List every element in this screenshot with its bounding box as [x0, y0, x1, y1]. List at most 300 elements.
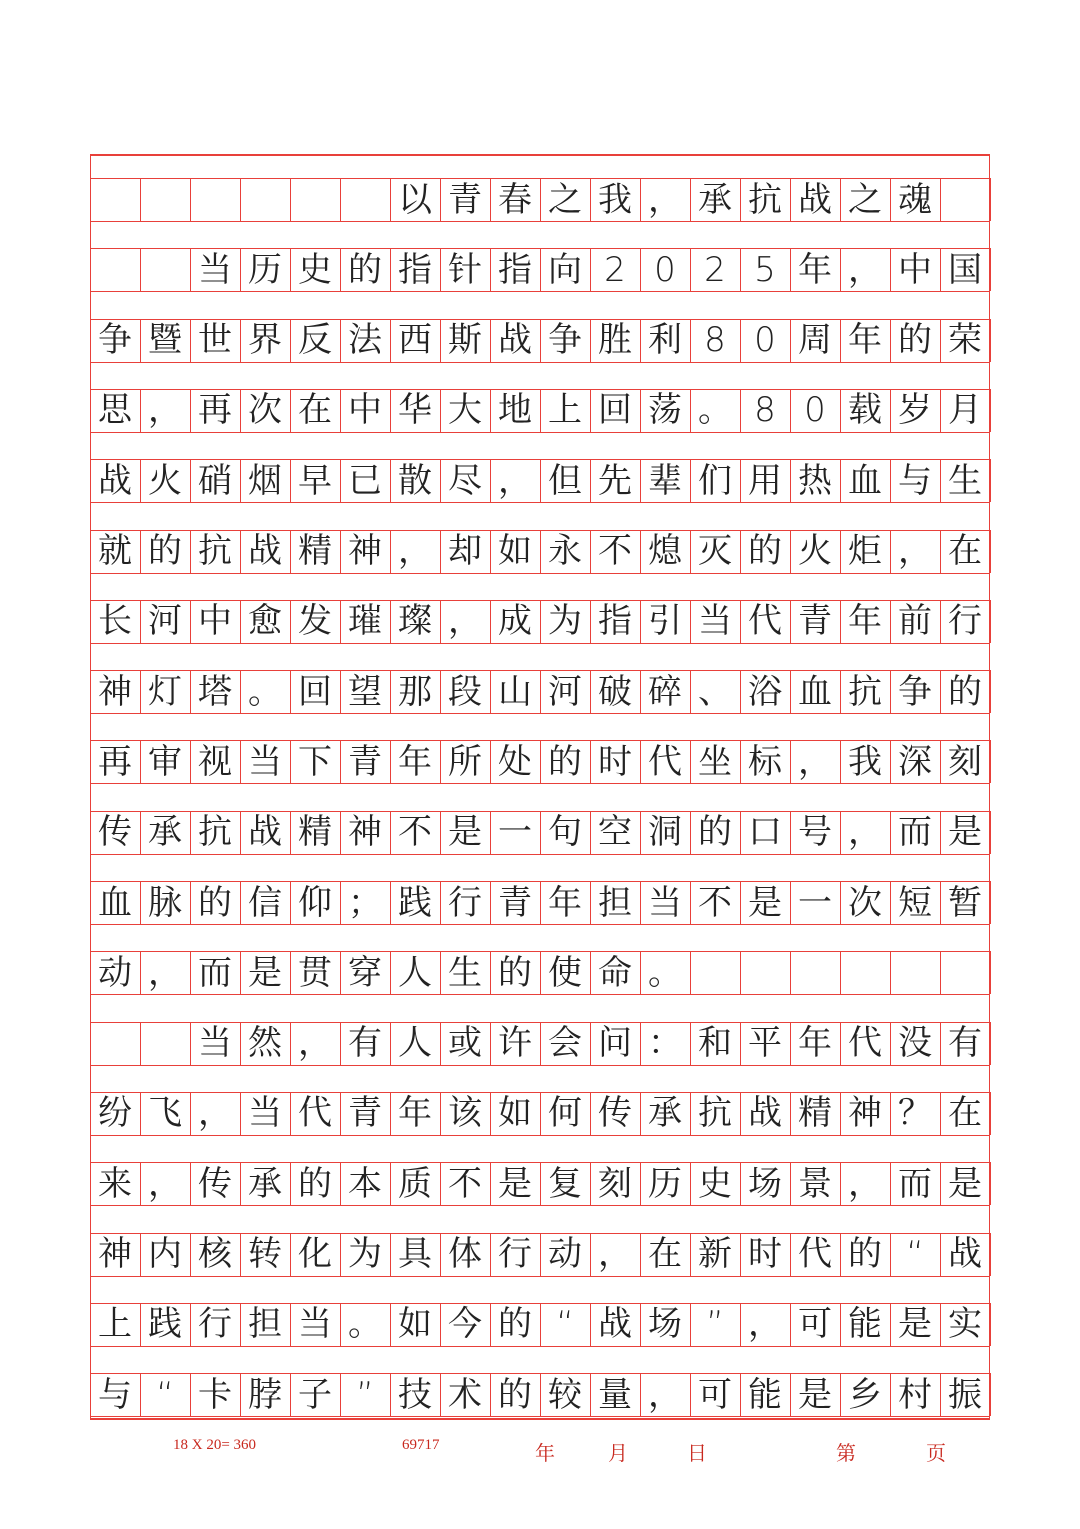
handwritten-char: 再 — [98, 741, 132, 782]
handwritten-char: 史 — [698, 1163, 732, 1204]
handwritten-char: 能 — [848, 1304, 882, 1345]
handwritten-char: 具 — [398, 1234, 432, 1274]
handwritten-char: 0 — [654, 249, 676, 290]
handwritten-char: 来 — [98, 1163, 132, 1204]
handwritten-char: 熄 — [648, 531, 682, 571]
handwritten-char: 如 — [398, 1304, 432, 1345]
handwritten-char: 较 — [548, 1374, 582, 1415]
handwritten-char: 神 — [348, 812, 382, 853]
handwritten-char: 火 — [798, 531, 832, 571]
handwritten-char: “ — [556, 1304, 574, 1345]
handwritten-char: 传 — [198, 1163, 232, 1204]
grid-vline — [340, 178, 341, 221]
handwritten-char: 暂 — [948, 882, 982, 923]
handwritten-char: 反 — [298, 320, 332, 361]
handwritten-char: 复 — [548, 1163, 582, 1204]
handwritten-char: 是 — [448, 812, 482, 853]
handwritten-char: 在 — [298, 390, 332, 431]
handwritten-char: 审 — [148, 741, 182, 782]
handwritten-char: 尽 — [448, 460, 482, 501]
handwritten-char: 的 — [348, 249, 382, 290]
handwritten-char: 周 — [798, 320, 832, 361]
handwritten-char: 如 — [498, 1093, 532, 1134]
handwritten-char: 8 — [754, 390, 776, 431]
handwritten-char: 荣 — [948, 320, 982, 361]
handwritten-char: 生 — [448, 952, 482, 993]
handwritten-char: 视 — [198, 741, 232, 782]
handwritten-char: 指 — [398, 249, 432, 290]
handwritten-char: ， — [448, 601, 482, 642]
handwritten-char: ” — [706, 1304, 724, 1345]
handwritten-char: 代 — [648, 741, 682, 782]
handwritten-char: 8 — [704, 320, 726, 361]
handwritten-char: 代 — [748, 601, 782, 642]
handwritten-char: 西 — [398, 320, 432, 361]
handwritten-char: 当 — [298, 1304, 332, 1345]
handwritten-char: 是 — [948, 812, 982, 853]
page-suffix-label: 页 — [926, 1443, 946, 1465]
handwritten-char: 人 — [398, 1023, 432, 1064]
handwritten-char: 璀 — [348, 601, 382, 642]
handwritten-char: 当 — [198, 1023, 232, 1064]
handwritten-char: ？ — [898, 1093, 932, 1134]
handwritten-char: 有 — [348, 1023, 382, 1064]
sheet-footer — [0, 1437, 1080, 1467]
handwritten-char: 战 — [248, 531, 282, 571]
handwritten-char: 内 — [148, 1234, 182, 1274]
handwritten-char: 但 — [548, 460, 582, 501]
grid-vline — [990, 951, 991, 994]
handwritten-char: 次 — [848, 882, 882, 923]
handwritten-char: 化 — [298, 1234, 332, 1274]
handwritten-char: 刻 — [598, 1163, 632, 1204]
handwritten-char: 代 — [848, 1023, 882, 1064]
handwritten-char: 当 — [198, 249, 232, 290]
grid-vline — [940, 178, 941, 221]
handwritten-char: 新 — [698, 1234, 732, 1274]
handwritten-char: ， — [648, 1374, 682, 1415]
handwritten-char: 、 — [698, 671, 732, 712]
handwritten-char: 河 — [148, 601, 182, 642]
handwritten-char: 命 — [598, 952, 632, 993]
handwritten-char: 仰 — [298, 882, 332, 923]
handwritten-char: 我 — [598, 179, 632, 220]
grid-vline — [990, 1373, 991, 1416]
handwritten-char: 年 — [848, 601, 882, 642]
handwritten-char: ， — [498, 460, 532, 501]
handwritten-char: 0 — [804, 390, 826, 431]
handwritten-char: 处 — [498, 741, 532, 782]
manuscript-grid — [90, 154, 990, 1420]
handwritten-char: 当 — [698, 601, 732, 642]
handwritten-char: 所 — [448, 741, 482, 782]
handwritten-char: 信 — [248, 882, 282, 923]
handwritten-char: 没 — [898, 1023, 932, 1064]
handwritten-char: 望 — [348, 671, 382, 712]
grid-vline — [990, 1162, 991, 1205]
handwritten-char: 胜 — [598, 320, 632, 361]
handwritten-char: 不 — [398, 812, 432, 853]
handwritten-char: 与 — [898, 460, 932, 501]
handwritten-char: ， — [398, 531, 432, 571]
handwritten-char: ， — [198, 1093, 232, 1134]
handwritten-char: 不 — [448, 1163, 482, 1204]
handwritten-char: 战 — [598, 1304, 632, 1345]
handwritten-char: 传 — [598, 1093, 632, 1134]
handwritten-char: 热 — [798, 460, 832, 501]
handwritten-char: ， — [148, 952, 182, 993]
handwritten-char: ， — [148, 1163, 182, 1204]
handwritten-char: 长 — [98, 601, 132, 642]
handwritten-char: 回 — [598, 390, 632, 431]
handwritten-char: 核 — [198, 1234, 232, 1274]
handwritten-char: 代 — [798, 1234, 832, 1274]
grid-hline — [90, 154, 990, 156]
handwritten-char: 平 — [748, 1023, 782, 1064]
handwritten-char: 硝 — [198, 460, 232, 501]
handwritten-char: 之 — [548, 179, 582, 220]
handwritten-char: 。 — [648, 952, 682, 993]
handwritten-char: ， — [848, 812, 882, 853]
handwritten-char: 年 — [798, 249, 832, 290]
handwritten-char: 争 — [98, 320, 132, 361]
grid-vline — [990, 459, 991, 502]
handwritten-char: 向 — [548, 249, 582, 290]
handwritten-char: 先 — [598, 460, 632, 501]
handwritten-char: 行 — [948, 601, 982, 642]
handwritten-char: 传 — [98, 812, 132, 853]
handwritten-char: 中 — [898, 249, 932, 290]
handwritten-char: 上 — [548, 390, 582, 431]
handwritten-char: 年 — [848, 320, 882, 361]
handwritten-char: 然 — [248, 1023, 282, 1064]
handwritten-char: 体 — [448, 1234, 482, 1274]
handwritten-char: 春 — [498, 179, 532, 220]
handwritten-char: 该 — [448, 1093, 482, 1134]
handwritten-char: 中 — [348, 390, 382, 431]
handwritten-char: 引 — [648, 601, 682, 642]
handwritten-char: 行 — [448, 882, 482, 923]
handwritten-char: 抗 — [748, 179, 782, 220]
handwritten-char: 行 — [498, 1234, 532, 1274]
handwritten-char: 不 — [598, 531, 632, 571]
handwritten-char: 青 — [498, 882, 532, 923]
handwritten-char: 战 — [498, 320, 532, 361]
grid-vline — [990, 530, 991, 573]
grid-vline — [140, 1022, 141, 1065]
handwritten-char: 载 — [848, 390, 882, 431]
handwritten-char: 而 — [898, 1163, 932, 1204]
grid-vline — [990, 319, 991, 362]
handwritten-char: 是 — [898, 1304, 932, 1345]
handwritten-char: 当 — [648, 882, 682, 923]
handwritten-char: 2 — [604, 249, 626, 290]
handwritten-char: 短 — [898, 882, 932, 923]
handwritten-char: 战 — [98, 460, 132, 501]
handwritten-char: 生 — [948, 460, 982, 501]
handwritten-char: 何 — [548, 1093, 582, 1134]
grid-vline — [840, 951, 841, 994]
handwritten-char: 的 — [498, 1374, 532, 1415]
handwritten-char: 世 — [198, 320, 232, 361]
handwritten-char: 愈 — [248, 601, 282, 642]
handwritten-char: 斯 — [448, 320, 482, 361]
handwritten-char: 火 — [148, 460, 182, 501]
handwritten-char: 的 — [748, 531, 782, 571]
grid-vline — [989, 154, 990, 1420]
grid-vline — [990, 740, 991, 783]
handwritten-char: 一 — [798, 882, 832, 923]
year-label: 年 — [535, 1443, 555, 1465]
handwritten-char: 承 — [698, 179, 732, 220]
handwritten-char: 指 — [498, 249, 532, 290]
handwritten-char: 今 — [448, 1304, 482, 1345]
handwritten-char: 那 — [398, 671, 432, 712]
grid-vline — [740, 951, 741, 994]
handwritten-char: 炬 — [848, 531, 882, 571]
handwritten-char: 年 — [398, 741, 432, 782]
handwritten-char: 血 — [848, 460, 882, 501]
handwritten-char: 转 — [248, 1234, 282, 1274]
handwritten-char: 穿 — [348, 952, 382, 993]
handwritten-char: 使 — [548, 952, 582, 993]
grid-vline — [990, 811, 991, 854]
handwritten-char: 质 — [398, 1163, 432, 1204]
grid-vline — [990, 248, 991, 291]
handwritten-char: 抗 — [698, 1093, 732, 1134]
handwritten-char: 神 — [848, 1093, 882, 1134]
handwritten-char: 担 — [248, 1304, 282, 1345]
grid-vline — [690, 951, 691, 994]
handwritten-char: 担 — [598, 882, 632, 923]
handwritten-char: 界 — [248, 320, 282, 361]
handwritten-char: 中 — [198, 601, 232, 642]
handwritten-char: 如 — [498, 531, 532, 571]
handwritten-char: 下 — [298, 741, 332, 782]
handwritten-char: 们 — [698, 460, 732, 501]
handwritten-char: 践 — [148, 1304, 182, 1345]
handwritten-char: 洞 — [648, 812, 682, 853]
handwritten-char: 段 — [448, 671, 482, 712]
handwritten-char: 早 — [298, 460, 332, 501]
handwritten-char: ， — [648, 179, 682, 220]
handwritten-char: 已 — [348, 460, 382, 501]
handwritten-char: 次 — [248, 390, 282, 431]
handwritten-char: 的 — [698, 812, 732, 853]
handwritten-char: “ — [156, 1374, 174, 1415]
handwritten-char: 脉 — [148, 882, 182, 923]
handwritten-char: 青 — [798, 601, 832, 642]
handwritten-char: ， — [798, 741, 832, 782]
handwritten-char: 青 — [348, 741, 382, 782]
handwritten-char: 当 — [248, 741, 282, 782]
handwritten-char: 而 — [198, 952, 232, 993]
grid-hline — [90, 1418, 990, 1420]
handwritten-char: 月 — [948, 390, 982, 431]
handwritten-char: 卡 — [198, 1374, 232, 1415]
handwritten-char: 脖 — [248, 1374, 282, 1415]
handwritten-char: 前 — [898, 601, 932, 642]
handwritten-char: 回 — [298, 671, 332, 712]
handwritten-char: 河 — [548, 671, 582, 712]
handwritten-char: 年 — [798, 1023, 832, 1064]
handwritten-char: 可 — [798, 1304, 832, 1345]
handwritten-char: 会 — [548, 1023, 582, 1064]
handwritten-char: 能 — [748, 1374, 782, 1415]
handwritten-char: 辈 — [648, 460, 682, 501]
handwritten-char: 战 — [948, 1234, 982, 1274]
handwritten-char: 是 — [948, 1163, 982, 1204]
handwritten-char: 与 — [98, 1374, 132, 1415]
grid-vline — [290, 178, 291, 221]
handwritten-char: 暨 — [148, 320, 182, 361]
handwritten-char: 岁 — [898, 390, 932, 431]
handwritten-char: 上 — [98, 1304, 132, 1345]
handwritten-char: 成 — [498, 601, 532, 642]
handwritten-char: 的 — [548, 741, 582, 782]
handwritten-char: 青 — [448, 179, 482, 220]
grid-vline — [190, 178, 191, 221]
handwritten-char: 血 — [98, 882, 132, 923]
handwritten-char: 精 — [298, 531, 332, 571]
handwritten-char: 利 — [648, 320, 682, 361]
handwritten-char: 刻 — [948, 741, 982, 782]
handwritten-char: ， — [848, 249, 882, 290]
handwritten-char: 纷 — [98, 1093, 132, 1134]
handwritten-char: 乡 — [848, 1374, 882, 1415]
handwritten-char: 大 — [448, 390, 482, 431]
handwritten-char: 的 — [898, 320, 932, 361]
handwritten-char: ， — [848, 1163, 882, 1204]
handwritten-char: 山 — [498, 671, 532, 712]
handwritten-char: 或 — [448, 1023, 482, 1064]
handwritten-char: 人 — [398, 952, 432, 993]
handwritten-char: 是 — [748, 882, 782, 923]
handwritten-char: 魂 — [898, 179, 932, 220]
handwritten-char: 用 — [748, 460, 782, 501]
handwritten-char: 抗 — [848, 671, 882, 712]
handwritten-char: 塔 — [198, 671, 232, 712]
handwritten-char: 散 — [398, 460, 432, 501]
handwritten-char: 神 — [98, 1234, 132, 1274]
day-label: 日 — [687, 1443, 707, 1465]
handwritten-char: 历 — [648, 1163, 682, 1204]
handwritten-char: 村 — [898, 1374, 932, 1415]
handwritten-char: 的 — [498, 952, 532, 993]
handwritten-char: 一 — [498, 812, 532, 853]
handwritten-char: 时 — [748, 1234, 782, 1274]
handwritten-char: 为 — [548, 601, 582, 642]
handwritten-char: 战 — [748, 1093, 782, 1134]
handwritten-char: 动 — [548, 1234, 582, 1274]
handwritten-char: 场 — [648, 1304, 682, 1345]
handwritten-char: 践 — [398, 882, 432, 923]
handwritten-char: 空 — [598, 812, 632, 853]
handwritten-char: 的 — [498, 1304, 532, 1345]
handwritten-char: 灭 — [698, 531, 732, 571]
handwritten-char: 永 — [548, 531, 582, 571]
grid-vline — [940, 951, 941, 994]
handwritten-char: 承 — [648, 1093, 682, 1134]
handwritten-char: 本 — [348, 1163, 382, 1204]
grid-vline — [990, 1092, 991, 1135]
handwritten-char: 2 — [704, 249, 726, 290]
grid-vline — [990, 600, 991, 643]
handwritten-char: 0 — [754, 320, 776, 361]
handwritten-char: 之 — [848, 179, 882, 220]
handwritten-char: 行 — [198, 1304, 232, 1345]
grid-vline — [90, 154, 91, 1420]
sheet-code: 69717 — [402, 1437, 440, 1453]
handwritten-char: 是 — [798, 1374, 832, 1415]
handwritten-char: 精 — [298, 812, 332, 853]
grid-vline — [240, 178, 241, 221]
handwritten-char: 碎 — [648, 671, 682, 712]
handwritten-char: 战 — [248, 812, 282, 853]
handwritten-char: 5 — [754, 249, 776, 290]
handwritten-char: 承 — [248, 1163, 282, 1204]
handwritten-char: 璨 — [398, 601, 432, 642]
handwritten-char: 灯 — [148, 671, 182, 712]
handwritten-char: 抗 — [198, 812, 232, 853]
handwritten-char: 指 — [598, 601, 632, 642]
handwritten-char: 问 — [598, 1023, 632, 1064]
handwritten-char: “ — [906, 1234, 924, 1274]
grid-vline — [140, 248, 141, 291]
grid-vline — [990, 1022, 991, 1065]
grid-vline — [990, 670, 991, 713]
handwritten-char: 针 — [448, 249, 482, 290]
handwritten-char: 可 — [698, 1374, 732, 1415]
page-prefix-label: 第 — [836, 1443, 856, 1465]
grid-vline — [990, 881, 991, 924]
handwritten-char: 号 — [798, 812, 832, 853]
handwritten-char: ， — [898, 531, 932, 571]
handwritten-char: 的 — [148, 531, 182, 571]
handwritten-char: 技 — [398, 1374, 432, 1415]
handwritten-char: 当 — [248, 1093, 282, 1134]
handwritten-char: 代 — [298, 1093, 332, 1134]
cell-count-label: 18 X 20= 360 — [173, 1437, 257, 1453]
grid-vline — [990, 389, 991, 432]
handwritten-char: 有 — [948, 1023, 982, 1064]
handwritten-char: 再 — [198, 390, 232, 431]
handwritten-char: ， — [298, 1023, 332, 1064]
handwritten-char: 华 — [398, 390, 432, 431]
handwritten-char: ， — [748, 1304, 782, 1345]
handwritten-char: 场 — [748, 1163, 782, 1204]
handwritten-char: 烟 — [248, 460, 282, 501]
handwritten-char: 振 — [948, 1374, 982, 1415]
handwritten-char: 标 — [748, 741, 782, 782]
handwritten-char: 思 — [98, 390, 132, 431]
handwritten-char: 的 — [948, 671, 982, 712]
handwritten-char: 国 — [948, 249, 982, 290]
handwritten-char: 在 — [648, 1234, 682, 1274]
handwritten-char: 。 — [248, 671, 282, 712]
handwritten-char: 。 — [698, 390, 732, 431]
handwritten-char: 荡 — [648, 390, 682, 431]
handwritten-char: 的 — [848, 1234, 882, 1274]
handwritten-char: 浴 — [748, 671, 782, 712]
handwritten-char: 却 — [448, 531, 482, 571]
handwritten-char: 发 — [298, 601, 332, 642]
grid-vline — [140, 178, 141, 221]
handwritten-char: 不 — [698, 882, 732, 923]
handwritten-char: 精 — [798, 1093, 832, 1134]
handwritten-char: 子 — [298, 1374, 332, 1415]
handwritten-char: 术 — [448, 1374, 482, 1415]
